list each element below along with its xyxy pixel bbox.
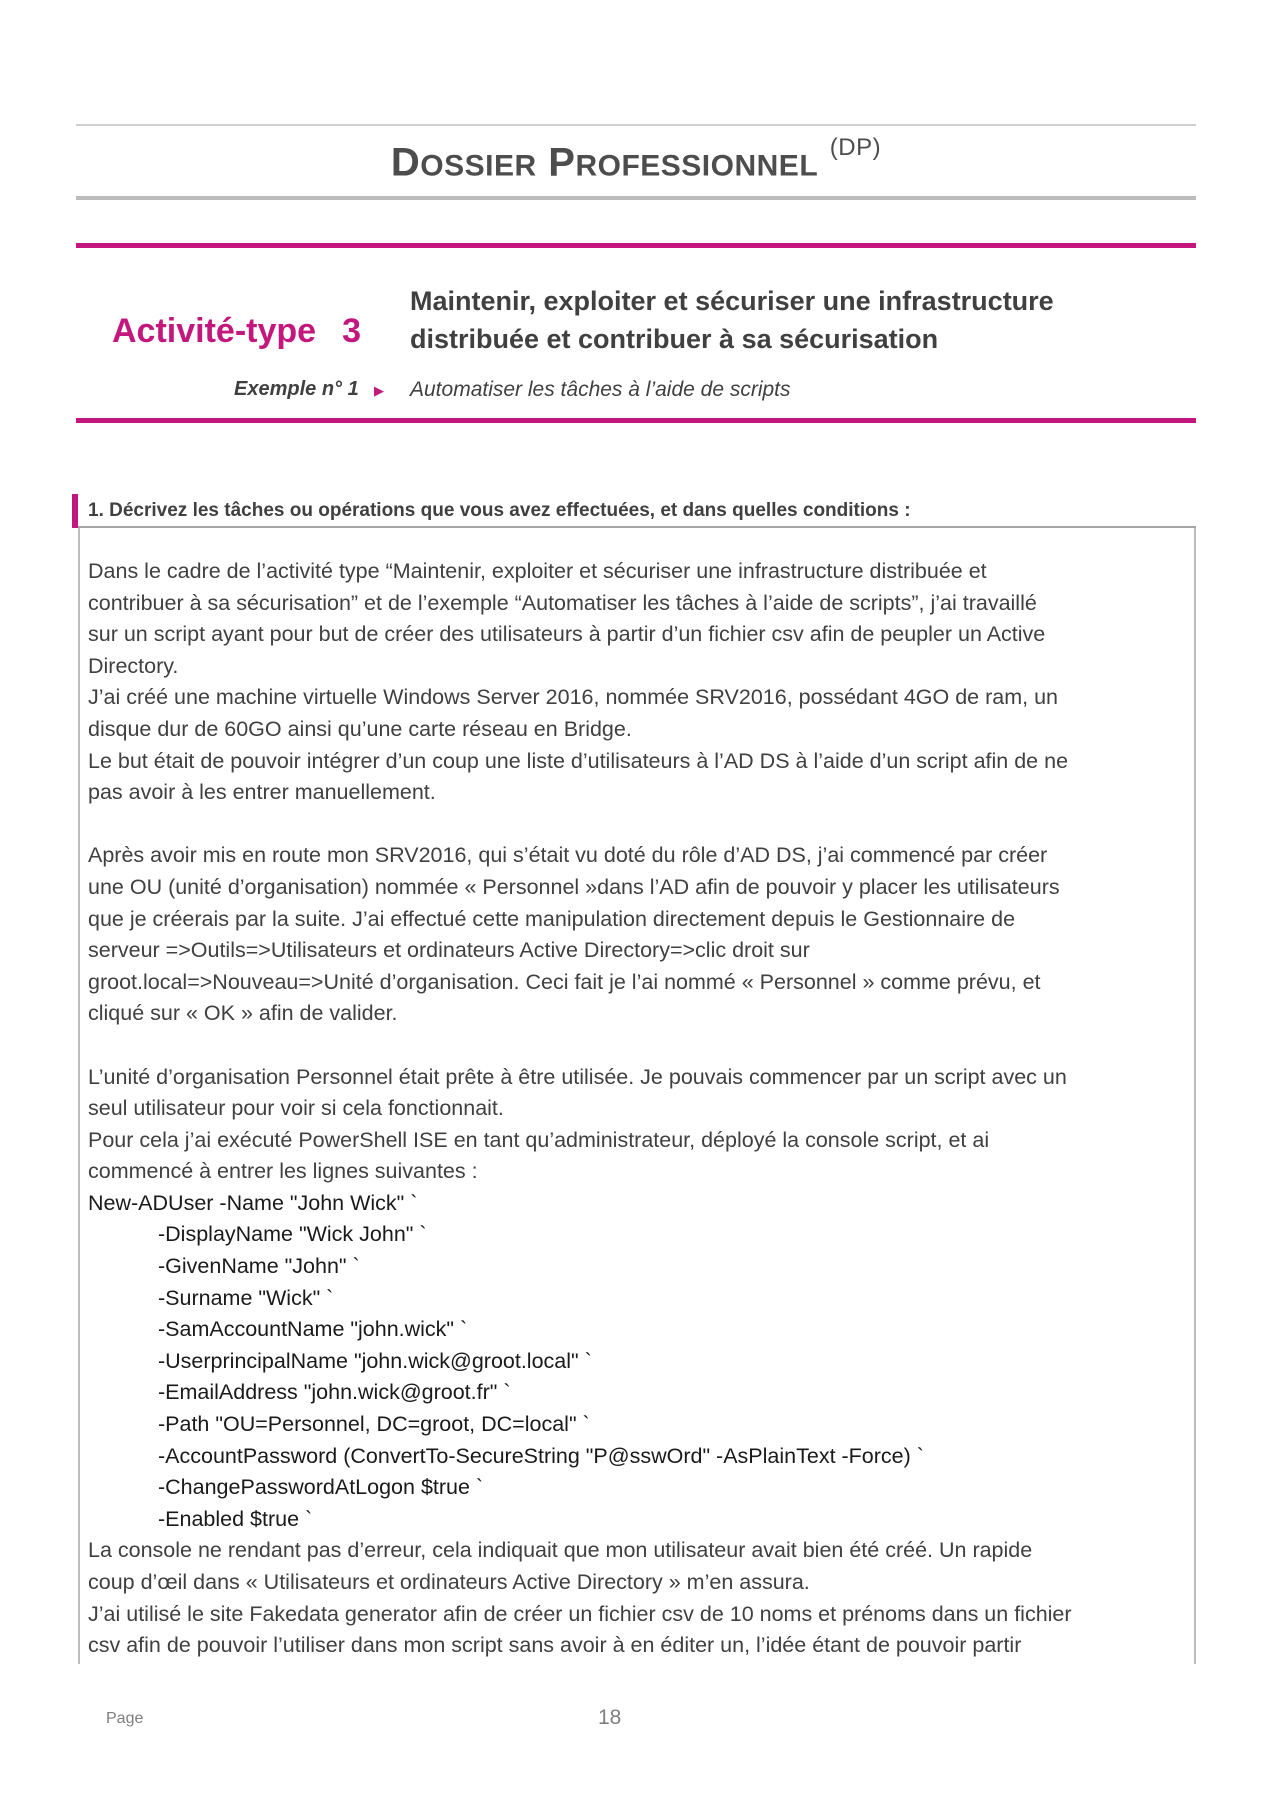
document-title: DOSSIER PROFESSIONNEL $^{(DP)}$ [390, 134, 882, 185]
activity-bottom-rule [76, 418, 1196, 423]
body-line: coup d’œil dans « Utilisateurs et ordinateurs Active Directory » m’en assura. [88, 1570, 810, 1594]
footer-page-number: 18 [598, 1706, 622, 1729]
answer-box-left-border [78, 528, 80, 1664]
body-line: contribuer à sa sécurisation” et de l’exemple “Automatiser les tâches à l’aide de scripts”, j’ai travaillé [88, 590, 1037, 615]
footer-page-label: Page [106, 1710, 144, 1727]
top-rule [76, 124, 1196, 126]
body-line: Après avoir mis en route mon SRV2016, qui s’était vu doté du rôle d’AD DS, j’ai commencé par créer [88, 843, 1048, 868]
body-line: une OU (unité d’organisation) nommée « Personnel »dans l’AD afin de pouvoir y placer les utilisateurs [88, 874, 1060, 899]
code-line: -ChangePasswordAtLogon $true ` [158, 1475, 484, 1500]
body-line: Directory. [88, 653, 179, 678]
body-line: sur un script ayant pour but de créer des utilisateurs à partir d’un fichier csv afin de peupler un Active [88, 622, 1046, 647]
code-line: -Path "OU=Personnel, DC=groot, DC=local" ` [158, 1412, 590, 1437]
example-title: Automatiser les tâches à l’aide de scripts [410, 378, 791, 401]
body-line: csv afin de pouvoir l’utiliser dans mon script sans avoir à en éditer un, l’idée étant de pouvoir partir [88, 1633, 1022, 1658]
body-line: cliqué sur « OK » afin de valider. [88, 1001, 398, 1026]
body-line: disque dur de 60GO ainsi qu’une carte réseau en Bridge. [88, 716, 632, 741]
title-underline [76, 196, 1196, 200]
title-suffix: (DP) [829, 134, 882, 161]
code-line: -Enabled $true ` [158, 1506, 313, 1531]
body-line: La console ne rendant pas d’erreur, cela indiquait que mon utilisateur avait bien été créé. Un rapide [88, 1538, 1033, 1563]
body-line: seul utilisateur pour voir si cela fonctionnait. [88, 1096, 504, 1121]
question-accent-bar [72, 494, 78, 528]
body-line: Le but était de pouvoir intégrer d’un coup une liste d’utilisateurs à l’AD DS à l’aide d’un script afin de ne [88, 748, 1069, 773]
body-line: groot.local=>Nouveau=>Unité d’organisation. Ceci fait je l’ai nommé « Personnel » comme prévu, et [88, 969, 1041, 994]
code-line: -AccountPassword (ConvertTo-SecureString "P@sswOrd" -AsPlainText -Force) ` [158, 1443, 924, 1468]
answer-body [88, 556, 1188, 1662]
code-line: -EmailAddress "john.wick@groot.fr" ` [158, 1380, 511, 1405]
paragraph-gap [88, 809, 1188, 841]
code-line: -GivenName "John" ` [158, 1254, 360, 1279]
activity-type-number: 3 [342, 312, 361, 350]
answer-box-top-border [78, 526, 1196, 528]
code-line: -Surname "Wick" ` [158, 1285, 334, 1310]
question-heading: 1. Décrivez les tâches ou opérations que vous avez effectuées, et dans quelles conditions : [88, 500, 911, 521]
answer-box-right-border [1194, 528, 1196, 1664]
body-line: L’unité d’organisation Personnel était prête à être utilisée. Je pouvais commencer par un script avec un [88, 1064, 1067, 1089]
body-line: pas avoir à les entrer manuellement. [88, 780, 436, 805]
activity-top-rule [76, 243, 1196, 248]
body-line: Pour cela j’ai exécuté PowerShell ISE en tant qu’administrateur, déployé la console script, et ai [88, 1127, 990, 1152]
body-line: Dans le cadre de l’activité type “Maintenir, exploiter et sécuriser une infrastructure distribuée et [88, 559, 987, 583]
body-line: que je créerais par la suite. J’ai effectué cette manipulation directement depuis le Gestionnaire de [88, 906, 1016, 931]
activity-title: Maintenir, exploiter et sécuriser une infrastructure distribuée et contribuer à sa sécurisation [410, 286, 1054, 354]
body-line: commencé à entrer les lignes suivantes : [88, 1159, 478, 1184]
code-line: -UserprincipalName "john.wick@groot.local" ` [158, 1348, 592, 1373]
activity-type-label: Activité-type 3 [112, 312, 361, 350]
code-line: -DisplayName "Wick John" ` [158, 1222, 427, 1247]
body-line: serveur =>Outils=>Utilisateurs et ordinateurs Active Directory=>clic droit sur [88, 938, 810, 963]
code-line: -SamAccountName "john.wick" ` [158, 1317, 468, 1342]
body-line: J’ai utilisé le site Fakedata generator afin de créer un fichier csv de 10 noms et prénoms dans un fichier [88, 1601, 1072, 1626]
code-line: New-ADUser -Name "John Wick" ` [88, 1190, 418, 1215]
body-line: J’ai créé une machine virtuelle Windows Server 2016, nommée SRV2016, possédant 4GO de ram, un [88, 685, 1058, 710]
example-label: Exemple n° 1 [234, 378, 359, 400]
paragraph-gap [88, 1030, 1188, 1062]
arrow-right-icon: ▶ [374, 383, 384, 398]
